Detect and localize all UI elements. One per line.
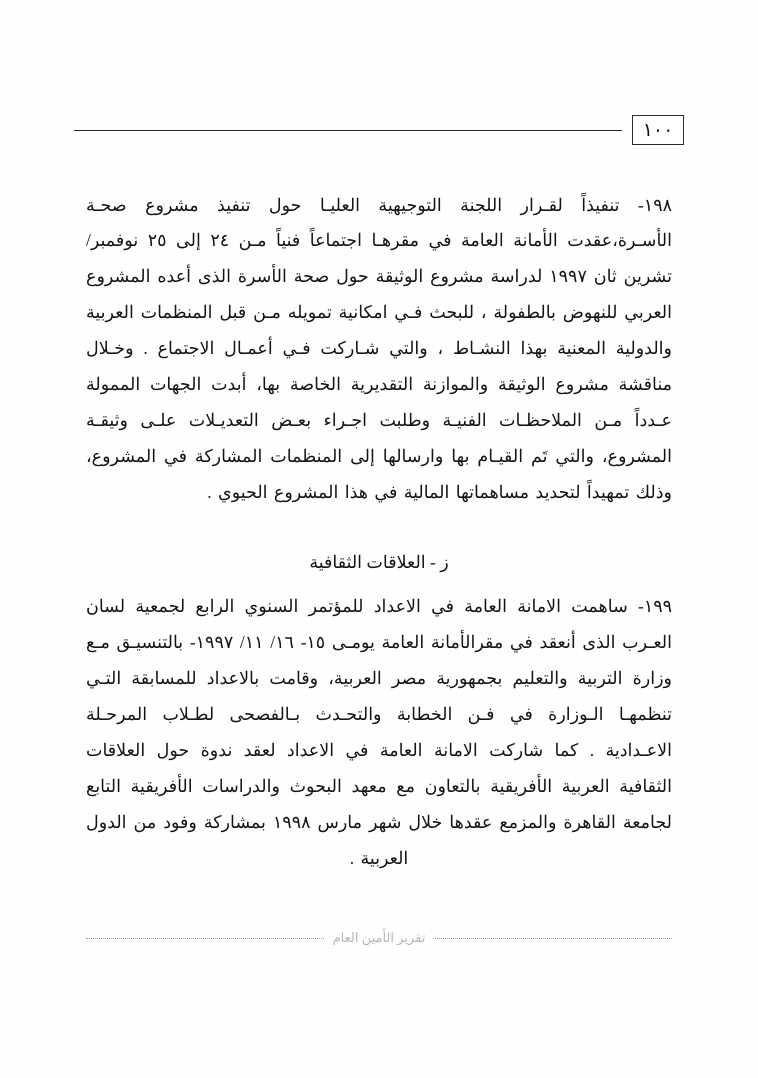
footer-label: تقرير الأمين العام xyxy=(325,930,434,946)
paragraph-199-number: ١٩٩- xyxy=(637,596,673,617)
paragraph-199-text: ساهمت الامانة العامة في الاعداد للمؤتمر السنوي الرابع لجمعية لسان العـرب الذى أنعقد في مقرالأمانة العامة يومـى ١٥- ١٦/ ١١/ ١٩٩٧- بالتنسيـق مـع وزارة التربية والتعليم بجمهورية مصر العربية، وقامت بالاعداد للمسابقة التـي تنظمهـا الـوزارة في فـن الخطابة والتحـدث بـالفصحى لطـلاب المرحـلة الاعـدادية . كما شاركت الامانة العامة في الاعداد لعقد ندوة حول العلاقات الثقافية العربية الأفريقية بالتعاون مع معهد البحوث والدراسات الأفريقية التابع لجامعة القاهرة والمزمع عقدها خلال شهر مارس ١٩٩٨ بمشاركة وفود من الدول العربية . xyxy=(86,596,672,868)
paragraph-198 xyxy=(86,188,672,511)
paragraph-198-text: تنفيذاً لقـرار اللجنة التوجيهية العليـا حول تنفيذ مشروع صحـة الأسـرة،عقدت الأمانة العامة في مقرهـا اجتماعاً فنياً مـن ٢٤ إلى ٢٥ نوفمبر/ تشرين ثان ١٩٩٧ لدراسة مشروع الوثيقة حول صحة الأسرة الذى أعده المشروع العربي للنهوض بالطفولة ، للبحث فـي امكانية تمويله مـن قبل المنظمات العربية والدولية المعنية بهذا النشـاط ، والتي شـاركت فـي أعمـال الاجتماع . وخـلال مناقشة مشروع الوثيقة والموازنة التقديرية الخاصة بها، أبدت الجهات الممولة عـدداً مـن الملاحظـات الفنيـة وطلبت اجـراء بعـض التعديـلات علـى وثيقـة المشروع، والتي تَم القيـام بها وارسالها إلى المنظمات المشاركة في المشروع، وذلك تمهيداً لتحديد مساهماتها المالية في هذا المشروع الحيوي . xyxy=(86,194,672,502)
paragraph-198-number: ١٩٨- xyxy=(637,194,672,215)
page-footer xyxy=(86,930,672,950)
header-divider xyxy=(74,130,622,131)
document-body xyxy=(86,170,672,894)
paragraph-199 xyxy=(86,589,672,876)
page-header xyxy=(74,112,684,148)
section-heading: ز - العلاقات الثقافية xyxy=(309,552,449,573)
page-number: ١٠٠ xyxy=(632,115,684,145)
